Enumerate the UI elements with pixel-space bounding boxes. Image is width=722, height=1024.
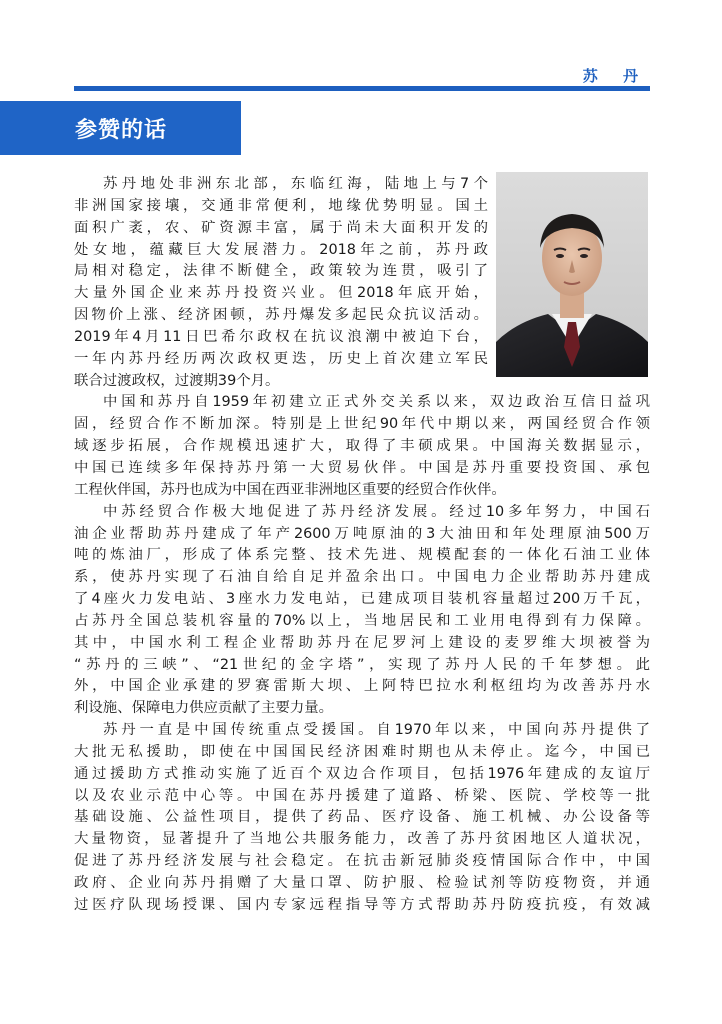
paragraph-1-line-2: 非洲国家接壤，交通非常便利，地缘优势明显。国土	[74, 197, 488, 214]
paragraph-1-line-1: 苏丹地处非洲东北部，东临红海，陆地上与7个	[103, 176, 488, 192]
paragraph-1-line-9: 一年内苏丹经历两次政权更迭，历史上首次建立军民	[74, 350, 488, 367]
paragraph-3-line-1: 中苏经贸合作极大地促进了苏丹经济发展。经过10多年努力，中国石	[103, 503, 650, 520]
article-body	[74, 174, 650, 917]
paragraph-1-line-8: 2019年4月11日巴希尔政权在抗议浪潮中被迫下台，	[74, 328, 488, 345]
paragraph-4-line-3: 通过援助方式推动实施了近百个双边合作项目，包括1976年建成的友谊厅	[74, 765, 650, 782]
running-header-title: 苏 丹	[582, 67, 648, 85]
paragraph-2-line-4: 中国已连续多年保持苏丹第一大贸易伙伴。中国是苏丹重要投资国、承包	[74, 459, 650, 476]
paragraph-3-line-10: 利设施、保障电力供应贡献了主要力量。	[74, 700, 334, 717]
paragraph-1-line-10: 联合过渡政权，过渡期39个月。	[74, 372, 280, 389]
paragraph-4-line-5: 基础设施、公益性项目，提供了药品、医疗设备、施工机械、办公设备等	[74, 809, 650, 826]
paragraph-3-line-2: 油企业帮助苏丹建成了年产2600万吨原油的3大油田和年处理原油500万	[74, 525, 650, 542]
paragraph-3-line-7: 其中，中国水利工程企业帮助苏丹在尼罗河上建设的麦罗维大坝被誉为	[74, 634, 650, 651]
paragraph-2-line-5: 工程伙伴国，苏丹也成为中国在西亚非洲地区重要的经贸合作伙伴。	[74, 481, 506, 498]
paragraph-4-line-7: 促进了苏丹经济发展与社会稳定。在抗击新冠肺炎疫情国际合作中，中国	[74, 853, 650, 870]
header-rule	[74, 86, 650, 91]
paragraph-4-line-6: 大量物资，显著提升了当地公共服务能力，改善了苏丹贫困地区人道状况，	[74, 831, 650, 848]
paragraph-1-line-5: 局相对稳定，法律不断健全，政策较为连贯，吸引了	[74, 263, 488, 280]
paragraph-2-line-2: 固，经贸合作不断加深。特别是上世纪90年代中期以来，两国经贸合作领	[74, 416, 650, 433]
section-banner	[0, 101, 241, 155]
paragraph-3-line-4: 系，使苏丹实现了石油自给自足并盈余出口。中国电力企业帮助苏丹建成	[74, 569, 650, 586]
paragraph-4-line-8: 政府、企业向苏丹捐赠了大量口罩、防护服、检验试剂等防疫物资，并通	[74, 875, 650, 891]
paragraph-3-line-3: 吨的炼油厂，形成了体系完整、技术先进、规模配套的一体化石油工业体	[74, 547, 650, 564]
section-title: 参赞的话	[75, 118, 168, 143]
paragraph-3-line-8: “苏丹的三峡”、“21世纪的金字塔”，实现了苏丹人民的千年梦想。此	[74, 656, 650, 673]
paragraph-2-line-3: 域逐步拓展，合作规模迅速扩大，取得了丰硕成果。中国海关数据显示，	[74, 438, 650, 455]
paragraph-1-line-4: 处女地，蕴藏巨大发展潜力。2018年之前，苏丹政	[74, 241, 488, 258]
paragraph-2-line-1: 中国和苏丹自1959年初建立正式外交关系以来，双边政治互信日益巩	[103, 394, 650, 411]
paragraph-3-line-5: 了4座火力发电站、3座水力发电站，已建成项目装机容量超过200万千瓦，	[74, 591, 650, 608]
page-header	[74, 60, 650, 90]
paragraph-3-line-6: 占苏丹全国总装机容量的70%以上，当地居民和工业用电得到有力保障。	[74, 612, 650, 629]
paragraph-4-line-4: 以及农业示范中心等。中国在苏丹援建了道路、桥梁、医院、学校等一批	[74, 787, 650, 804]
paragraph-1-line-3: 面积广袤，农、矿资源丰富，属于尚未大面积开发的	[74, 219, 488, 236]
paragraph-4-line-9: 过医疗队现场授课、国内专家远程指导等方式帮助苏丹防疫抗疫，有效减	[74, 896, 650, 913]
paragraph-1-line-6: 大量外国企业来苏丹投资兴业。但2018年底开始，	[74, 285, 488, 302]
paragraph-3-line-9: 外，中国企业承建的罗赛雷斯大坝、上阿特巴拉水利枢纽均为改善苏丹水	[74, 678, 650, 695]
paragraph-4-line-1: 苏丹一直是中国传统重点受援国。自1970年以来，中国向苏丹提供了	[103, 722, 650, 739]
paragraph-1-line-7: 因物价上涨、经济困顿，苏丹爆发多起民众抗议活动。	[74, 307, 488, 324]
paragraph-4-line-2: 大批无私援助，即使在中国国民经济困难时期也从未停止。迄今，中国已	[74, 743, 650, 760]
